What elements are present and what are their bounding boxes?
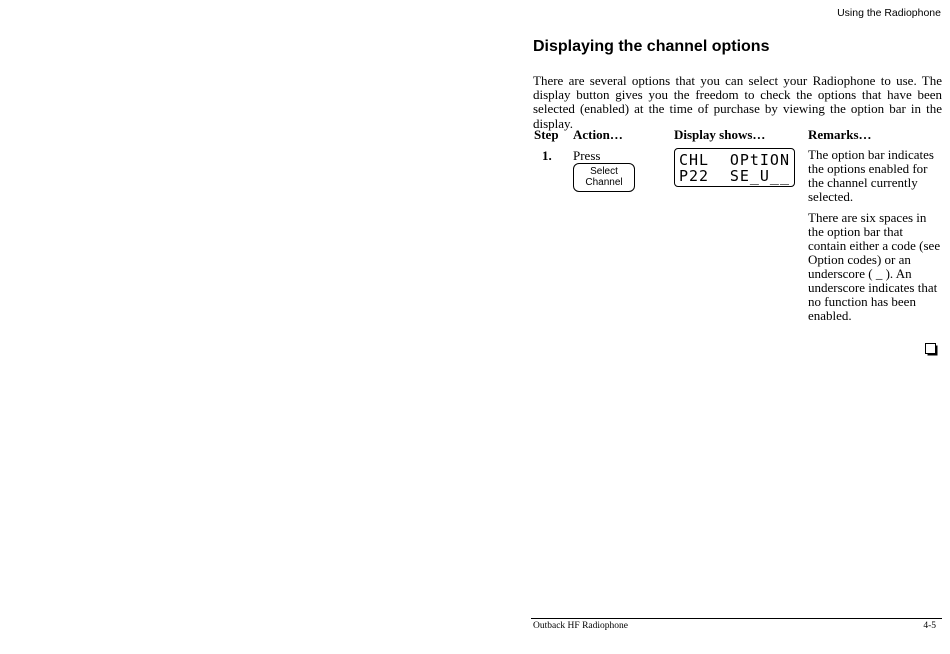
section-title: Displaying the channel options (533, 38, 770, 55)
key-label-line2: Channel (585, 176, 623, 188)
intro-paragraph: There are several options that you can select your Radiophone to use. The display button gives you the freedom to check the options that have been selected (enabled) at the time of purchase by viewing the option bar in the display. (533, 73, 942, 131)
header-remarks: Remarks… (808, 127, 872, 142)
remark-paragraph-2: There are six spaces in the option bar that contain either a code (see Option codes) or an underscore ( _ ). An underscore indicates that no function has been enabled. (808, 210, 941, 323)
key-label-line1: Select (590, 166, 618, 177)
remarks-cell (808, 148, 942, 330)
select-channel-key (573, 163, 635, 192)
lcd-row-2 (679, 168, 790, 184)
header-display: Display shows… (674, 127, 766, 142)
lcd-row1-left: CHL (679, 151, 710, 169)
lcd-display (674, 148, 795, 187)
remark-paragraph-1: The option bar indicates the options enabled for the channel currently selected. (808, 147, 934, 204)
footer-rule (531, 618, 942, 619)
footer-page-number: 4-5 (923, 621, 936, 631)
lcd-row1-right: OPtION (729, 151, 790, 169)
action-text: Press (573, 148, 601, 163)
running-head: Using the Radiophone (837, 7, 941, 19)
header-action: Action… (573, 127, 623, 142)
header-step: Step (534, 127, 559, 142)
lcd-row2-left: P22 (679, 167, 710, 185)
hollow-square-shadow-icon (925, 343, 938, 356)
lcd-row2-right: SE_U__ (729, 167, 790, 185)
footer-book-title: Outback HF Radiophone (533, 621, 628, 631)
step-number: 1. (542, 148, 552, 163)
lcd-row-1 (679, 152, 790, 168)
